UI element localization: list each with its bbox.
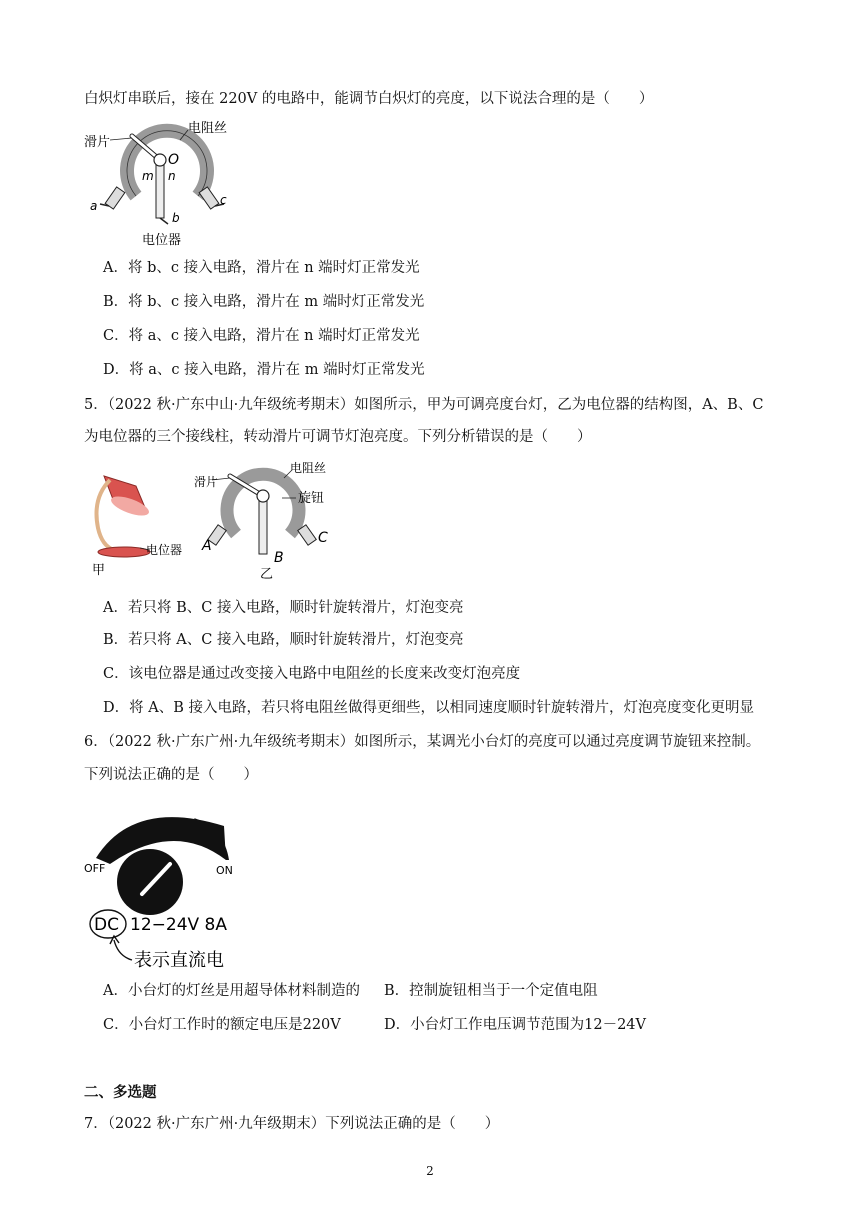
- label-center-o: O: [168, 152, 180, 168]
- label-c: c: [220, 193, 227, 207]
- q6-option-a: A．小台灯的灯丝是用超导体材料制造的: [103, 983, 360, 999]
- label-m: m: [142, 169, 154, 183]
- q4-option-c: C．将 a、c 接入电路，滑片在 n 端时灯正常发光: [103, 328, 420, 344]
- q5-stem-line2: 为电位器的三个接线柱，转动滑片可调节灯泡亮度。下列分析错误的是（ ）: [84, 429, 592, 445]
- on-label: ON: [216, 864, 233, 877]
- q6-option-c: C．小台灯工作时的额定电压是220V: [103, 1017, 341, 1033]
- q6-stem-line2: 下列说法正确的是（ ）: [84, 767, 258, 783]
- pot-caption: 乙: [260, 567, 274, 582]
- figure-caption: 电位器: [142, 233, 182, 248]
- pot-label-slider: 滑片: [194, 475, 219, 489]
- pot-label-C: C: [318, 530, 328, 546]
- terminal-b: [156, 160, 164, 218]
- pot-label-A: A: [202, 538, 212, 554]
- label-wire: 电阻丝: [188, 121, 228, 136]
- q5-option-d: D．将 A、B 接入电路，若只将电阻丝做得更细些，以相同速度顺时针旋转滑片，灯泡亮度变化更明显: [103, 700, 754, 716]
- potentiometer-figure: [84, 118, 244, 250]
- off-label: OFF: [84, 862, 106, 875]
- label-a: a: [90, 199, 98, 213]
- section-title: 二、多选题: [84, 1084, 157, 1101]
- pot-label-B: B: [274, 550, 284, 566]
- label-slider: 滑片: [84, 135, 111, 150]
- lamp-caption: 甲: [92, 563, 106, 578]
- knob-icon: [117, 849, 183, 915]
- rating-label: 12−24V 8A: [130, 915, 227, 935]
- q4-option-b: B．将 b、c 接入电路，滑片在 m 端时灯正常发光: [103, 294, 425, 310]
- label-b: b: [172, 211, 180, 225]
- q6-stem-line1: 6．（2022 秋·广东广州·九年级统考期末）如图所示，某调光小台灯的亮度可以通过亮度调节旋钮来控制。: [84, 734, 761, 750]
- lamp-label: 电位器: [146, 543, 183, 557]
- pot-label-wire: 电阻丝: [290, 461, 327, 475]
- q4-option-a: A．将 b、c 接入电路，滑片在 n 端时灯正常发光: [103, 260, 420, 276]
- q7-stem: 7．（2022 秋·广东广州·九年级期末）下列说法正确的是（ ）: [84, 1116, 500, 1132]
- q6-option-d: D．小台灯工作电压调节范围为12－24V: [384, 1017, 646, 1033]
- dc-note: 表示直流电: [134, 950, 224, 971]
- q4-option-d: D．将 a、c 接入电路，滑片在 m 端时灯正常发光: [103, 362, 425, 378]
- q5-option-c: C．该电位器是通过改变接入电路中电阻丝的长度来改变灯泡亮度: [103, 666, 521, 682]
- q5-option-a: A．若只将 B、C 接入电路，顺时针旋转滑片，灯泡变亮: [103, 600, 464, 616]
- dc-label: DC: [94, 915, 119, 935]
- q5-figure: [84, 458, 364, 582]
- desk-lamp-illustration: [97, 476, 152, 557]
- q5-option-b: B．若只将 A、C 接入电路，顺时针旋转滑片，灯泡变亮: [103, 632, 464, 648]
- q4-stem: 白炽灯串联后，接在 220V 的电路中，能调节白炽灯的亮度，以下说法合理的是（ ）: [84, 91, 654, 107]
- pot-label-knob: 旋钮: [298, 491, 325, 506]
- dimmer-knob-figure: [84, 800, 264, 972]
- q6-option-b: B．控制旋钮相当于一个定值电阻: [384, 983, 598, 999]
- q5-stem-line1: 5．（2022 秋·广东中山·九年级统考期末）如图所示，甲为可调亮度台灯，乙为电位器的结构图，A、B、C: [84, 397, 764, 413]
- page-number: 2: [426, 1164, 434, 1178]
- label-n: n: [168, 169, 176, 183]
